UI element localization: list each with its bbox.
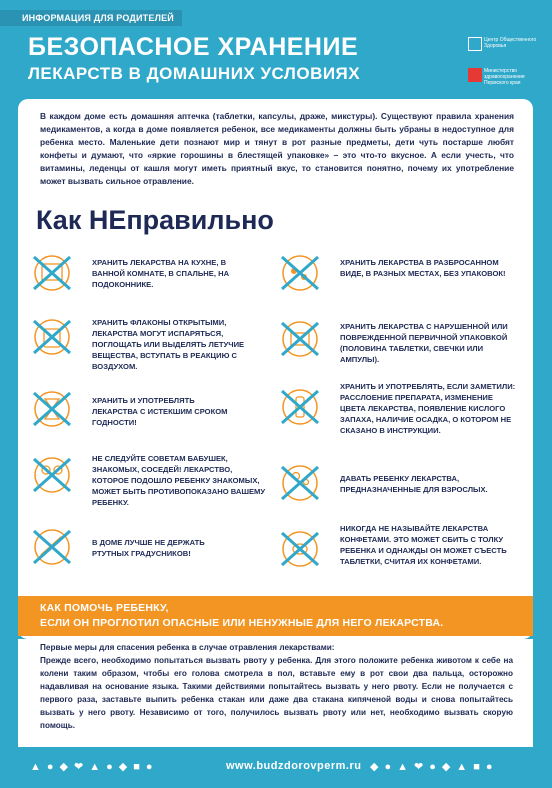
candy-icon [276,529,324,569]
help-intro: Первые меры для спасения ребенка в случае отравления лекарствами: [40,643,335,652]
footer-decoration-right: ◆●▲❤●◆▲■● [370,761,499,773]
item-left-text-3: НЕ СЛЕДУЙТЕ СОВЕТАМ БАБУШЕК, ЗНАКОМЫХ, СОСЕДЕЙ! ЛЕКАРСТВО, КОТОРОЕ ПОДОШЛО РЕБЕНКУ ЗНАКОМЫХ, МОЖЕТ БЫТЬ ПРОТИВОПОКАЗАНО ВАШЕМУ РЕБЕНКУ. [92,454,266,507]
item-left-text-2: ХРАНИТЬ И УПОТРЕБЛЯТЬ ЛЕКАРСТВА С ИСТЕКШИМ СРОКОМ ГОДНОСТИ! [92,396,228,427]
help-banner [18,596,533,636]
content-sheet [18,99,533,639]
item-right-text-4: НИКОГДА НЕ НАЗЫВАЙТЕ ЛЕКАРСТВА КОНФЕТАМИ. ЭТО МОЖЕТ СБИТЬ С ТОЛКУ РЕБЕНКА И ОДНАЖДЫ ОН МОЖЕТ СЪЕСТЬ ТАБЛЕТКИ, СЧИТАЯ ИХ КОНФЕТАМИ. [340,524,507,566]
section-heading: Как НЕправильно [36,205,274,235]
intro-text: В каждом доме есть домашняя аптечка (таблетки, капсулы, драже, микстуры). Существуют правила хранения медикаментов, а когда в доме появляется ребенок, все медикаменты должны быть убраны в недоступное для ребенка место. Маленькие дети познают мир и тянут в рот разные предметы, дети чуть постарше любят конфеты и думают, что «яркие горошины в блестящей упаковке» – это что-то вкусное. А если учесть, что витамины, леденцы от кашля могут иметь приятный вкус, то становится понятно, почему их употребление может вызвать сильное отравление. [40,111,514,186]
item-left-text-0: ХРАНИТЬ ЛЕКАРСТВА НА КУХНЕ, В ВАННОЙ КОМНАТЕ, В СПАЛЬНЕ, НА ПОДОКОННИКЕ. [92,258,230,289]
hourglass-icon [28,389,76,429]
audience-tag: ИНФОРМАЦИЯ ДЛЯ РОДИТЕЛЕЙ [0,10,182,26]
item-left-text-4: В ДОМЕ ЛУЧШЕ НЕ ДЕРЖАТЬ РТУТНЫХ ГРАДУСНИКОВ! [92,538,205,558]
item-right-text-1: ХРАНИТЬ ЛЕКАРСТВА С НАРУШЕННОЙ ИЛИ ПОВРЕЖДЕННОЙ ПЕРВИЧНОЙ УПАКОВКОЙ (ПОЛОВИНА ТАБЛЕТКИ, СВЕЧКИ ИЛИ АМПУЛЫ). [340,322,508,364]
vial-icon [276,387,324,427]
website-link[interactable]: www.budzdorovperm.ru [226,760,362,772]
adult-child-icon [276,463,324,503]
item-right-text-2: ХРАНИТЬ И УПОТРЕБЛЯТЬ, ЕСЛИ ЗАМЕТИЛИ: РАССЛОЕНИЕ ПРЕПАРАТА, ИЗМЕНЕНИЕ ЦВЕТА ЛЕКАРСТВА, ПОЯВЛЕНИЕ КИСЛОГО ЗАПАХА, НАЛИЧИЕ ОСАДКА, О КОТОРОМ НЕ СКАЗАНО В ИНСТРУКЦИИ. [340,382,516,435]
item-left-text-1: ХРАНИТЬ ФЛАКОНЫ ОТКРЫТЫМИ, ЛЕКАРСТВА МОГУТ ИСПАРЯТЬСЯ, ПОГЛОЩАТЬ ИЛИ ВЫДЕЛЯТЬ ЛЕТУЧИЕ ВЕЩЕСТВА, ВСТУПАТЬ В РЕАКЦИЮ С ВОЗДУХОМ. [92,318,245,371]
help-title-2: ЕСЛИ ОН ПРОГЛОТИЛ ОПАСНЫЕ ИЛИ НЕНУЖНЫЕ ДЛЯ НЕГО ЛЕКАРСТВА. [40,617,444,629]
page-subtitle: ЛЕКАРСТВ В ДОМАШНИХ УСЛОВИЯХ [28,64,361,83]
help-title-1: КАК ПОМОЧЬ РЕБЕНКУ, [40,602,169,614]
coat-of-arms-icon [468,68,482,82]
footer-decoration-left: ▲●◆❤▲●◆■● [30,761,159,773]
people-icon [28,455,76,495]
item-right-text-3: ДАВАТЬ РЕБЕНКУ ЛЕКАРСТВА, ПРЕДНАЗНАЧЕННЫЕ ДЛЯ ВЗРОСЛЫХ. [340,474,488,494]
pills-icon [276,253,324,293]
kitchen-icon [28,253,76,293]
help-body: Прежде всего, необходимо попытаться вызвать рвоту у ребенка. Для этого положите ребенка животом к себе на колени таким образом, чтобы его голова смотрела в пол, вставьте ему в рот свои два пальца, осторожно надавливая на основание языка. Такими действиями попытайтесь вызвать у него рвоту. Если не получается с первого раза, заставьте выпить ребенка стакан или даже два стакана кипяченой воды и снова попытайтесь вызвать у него рвоту. Независимо от того, получилось вызвать рвоту или нет, необходимо вызвать скорую помощь. [40,656,513,730]
item-right-text-0: ХРАНИТЬ ЛЕКАРСТВА В РАЗБРОСАННОМ ВИДЕ, В РАЗНЫХ МЕСТАХ, БЕЗ УПАКОВОК! [340,258,506,278]
page-title: БЕЗОПАСНОЕ ХРАНЕНИЕ [28,33,359,61]
logo-mark-icon [468,37,482,51]
open-bottle-icon [28,317,76,357]
broken-pack-icon [276,319,324,359]
help-section [18,639,533,747]
thermometer-icon [28,527,76,567]
